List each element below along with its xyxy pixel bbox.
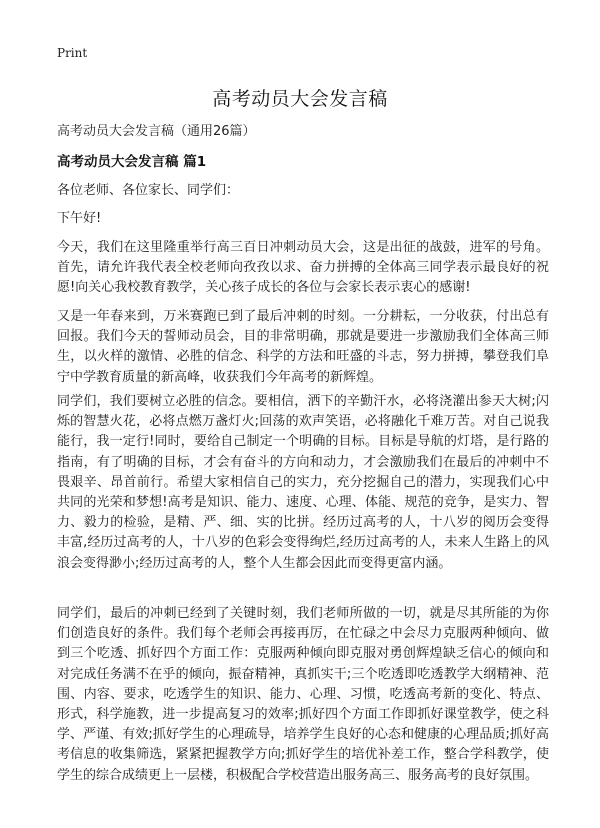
salutation-line: 下午好!	[57, 211, 102, 226]
body-paragraph: 今天，我们在这里隆重举行高三百日冲刺动员大会，这是出征的战鼓，进军的号角。首先，请允许我代表全校老师向孜孜以求、奋力拼搏的全体高三同学表示最良好的祝愿!向关心我校教育教学，关心孩子成长的各位与会家长表示衷心的感谢!	[57, 240, 549, 296]
body-paragraph: 同学们，最后的冲刺已经到了关键时刻，我们老师所做的一切，就是尽其所能的为你们创造良好的条件。我们每个老师会再接再厉，在忙碌之中会尽力克服两种倾向、做到三个吃透、抓好四个方面工作：克服两种倾向即克服对勇创辉煌缺乏信心的倾向和对完成任务满不在乎的倾向，振奋精神，真抓实干;三个吃透即吃透教学大纲精神、范围、内容、要求，吃透学生的知识、能力、心理、习惯，吃透高考新的变化、特点、形式，科学施教，进一步提高复习的效率;抓好四个方面工作即抓好课堂教学，使之科学、严谨、有效;抓好学生的心理疏导，培养学生良好的心态和健康的心理品质;抓好高考信息的收集筛选，紧紧把握教学方向;抓好学生的培优补差工作，整合学科教学，使学生的综合成绩更上一层楼，积极配合学校营造出服务高三、服务高考的良好氛围。	[57, 606, 549, 783]
print-link[interactable]: Print	[57, 46, 88, 60]
document-subtitle: 高考动员大会发言稿（通用26篇）	[57, 124, 256, 139]
body-paragraph: 同学们，我们要树立必胜的信念。要相信，洒下的辛勤汗水，必将浇灌出参天大树;闪烁的智慧火花，必将点燃万盏灯火;回荡的欢声笑语，必将融化千难万苦。对自己说我能行，我一定行!同时，要给自己制定一个明确的目标。目标是导航的灯塔，是行路的指南，有了明确的目标，才会有奋斗的方向和动力，才会激励我们在最后的冲刺中不畏艰辛、昂首前行。希望大家相信自己的实力，充分挖掘自己的潜力，实现我们心中共同的光荣和梦想!高考是知识、能力、速度、心理、体能、规范的竞争，是实力、智力、毅力的检验，是精、严、细、实的比拼。经历过高考的人，十八岁的阅历会变得丰富,经历过高考的人，十八岁的色彩会变得绚烂,经历过高考的人，未来人生路上的风浪会变得渺小;经历过高考的人，整个人生都会因此而变得更富内涵。	[57, 394, 549, 571]
body-paragraph: 又是一年春来到，万米赛跑已到了最后冲刺的时刻。一分耕耘，一分收获，付出总有回报。我们今天的誓师动员会，目的非常明确，那就是要进一步激励我们全体高三师生，以火样的激情、必胜的信念、科学的方法和旺盛的斗志，努力拼搏，攀登我们阜宁中学教育质量的新高峰，收获我们今年高考的新辉煌。	[57, 309, 549, 385]
greeting-line: 各位老师、各位家长、同学们：	[57, 183, 240, 198]
section-heading: 高考动员大会发言稿 篇1	[57, 154, 207, 170]
document-title: 高考动员大会发言稿	[212, 88, 388, 110]
